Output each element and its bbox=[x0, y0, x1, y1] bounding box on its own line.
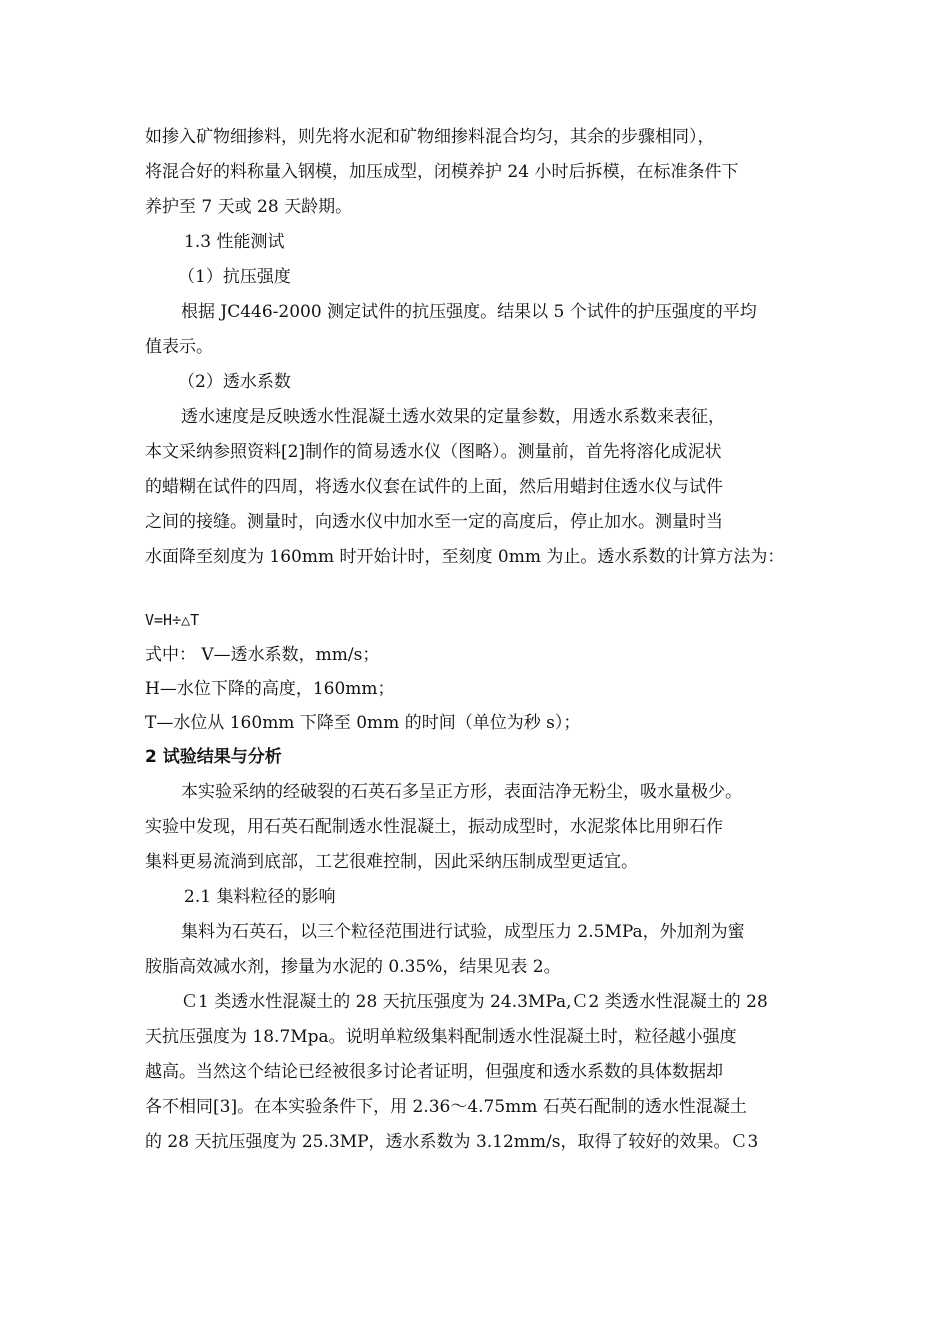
formula: V=H÷△T bbox=[145, 611, 200, 629]
paragraph-line: 如掺入矿物细掺料，则先将水泥和矿物细掺料混合均匀，其余的步骤相同）， bbox=[145, 127, 715, 147]
paragraph-line: 的 28 天抗压强度为 25.3MP，透水系数为 3.12mm/s，取得了较好的效果。Ｃ3 bbox=[145, 1132, 759, 1152]
paragraph-line: 集料更易流淌到底部，工艺很难控制，因此采纳压制成型更适宜。 bbox=[145, 852, 638, 872]
paragraph-line: 天抗压强度为 18.7Mpa。说明单粒级集料配制透水性混凝土时，粒径越小强度 bbox=[145, 1027, 737, 1047]
formula-legend-line: H—水位下降的高度，160mm； bbox=[145, 679, 395, 699]
paragraph-line: 集料为石英石，以三个粒径范围进行试验，成型压力 2.5MPa，外加剂为蜜 bbox=[181, 922, 745, 942]
paragraph-line: 各不相同[3]。在本实验条件下，用 2.36～4.75mm 石英石配制的透水性混凝土 bbox=[145, 1097, 747, 1117]
paragraph-line: 本文采纳参照资料[2]制作的简易透水仪（图略）。测量前，首先将溶化成泥状 bbox=[145, 442, 722, 462]
paragraph-line: 养护至 7 天或 28 天龄期。 bbox=[145, 197, 353, 217]
section-heading-2: 2 试验结果与分析 bbox=[145, 747, 282, 767]
paragraph-line: 的蜡糊在试件的四周，将透水仪套在试件的上面，然后用蜡封住透水仪与试件 bbox=[145, 477, 723, 497]
subsection-heading: （2）透水系数 bbox=[178, 372, 291, 392]
formula-legend-line: T—水位从 160mm 下降至 0mm 的时间（单位为秒 s）； bbox=[145, 713, 581, 733]
formula-legend-line: 式中： V—透水系数，mm/s； bbox=[145, 645, 380, 665]
paragraph-line: 本实验采纳的经破裂的石英石多呈正方形，表面洁净无粉尘，吸水量极少。 bbox=[181, 782, 742, 802]
paragraph-line: 之间的接缝。测量时，向透水仪中加水至一定的高度后，停止加水。测量时当 bbox=[145, 512, 723, 532]
paragraph-line: 透水速度是反映透水性混凝土透水效果的定量参数，用透水系数来表征， bbox=[181, 407, 725, 427]
paragraph-line: 越高。当然这个结论已经被很多讨论者证明，但强度和透水系数的具体数据却 bbox=[145, 1062, 723, 1082]
paragraph-line: Ｃ1 类透水性混凝土的 28 天抗压强度为 24.3MPa,Ｃ2 类透水性混凝土的 28 bbox=[181, 992, 768, 1012]
section-heading-1-3: 1.3 性能测试 bbox=[184, 232, 285, 252]
section-heading-2-1: 2.1 集料粒径的影响 bbox=[184, 887, 336, 907]
paragraph-line: 水面降至刻度为 160mm 时开始计时，至刻度 0mm 为止。透水系数的计算方法为： bbox=[145, 547, 785, 567]
subsection-heading: （1）抗压强度 bbox=[178, 267, 291, 287]
paragraph-line: 实验中发现，用石英石配制透水性混凝土，振动成型时，水泥浆体比用卵石作 bbox=[145, 817, 723, 837]
paragraph-line: 根据 JC446-2000 测定试件的抗压强度。结果以 5 个试件的护压强度的平均 bbox=[181, 302, 757, 322]
paragraph-line: 将混合好的料称量入钢模，加压成型，闭模养护 24 小时后拆模，在标准条件下 bbox=[145, 162, 739, 182]
paragraph-line: 值表示。 bbox=[145, 337, 213, 357]
paragraph-line: 胺脂高效减水剂，掺量为水泥的 0.35%，结果见表 2。 bbox=[145, 957, 561, 977]
